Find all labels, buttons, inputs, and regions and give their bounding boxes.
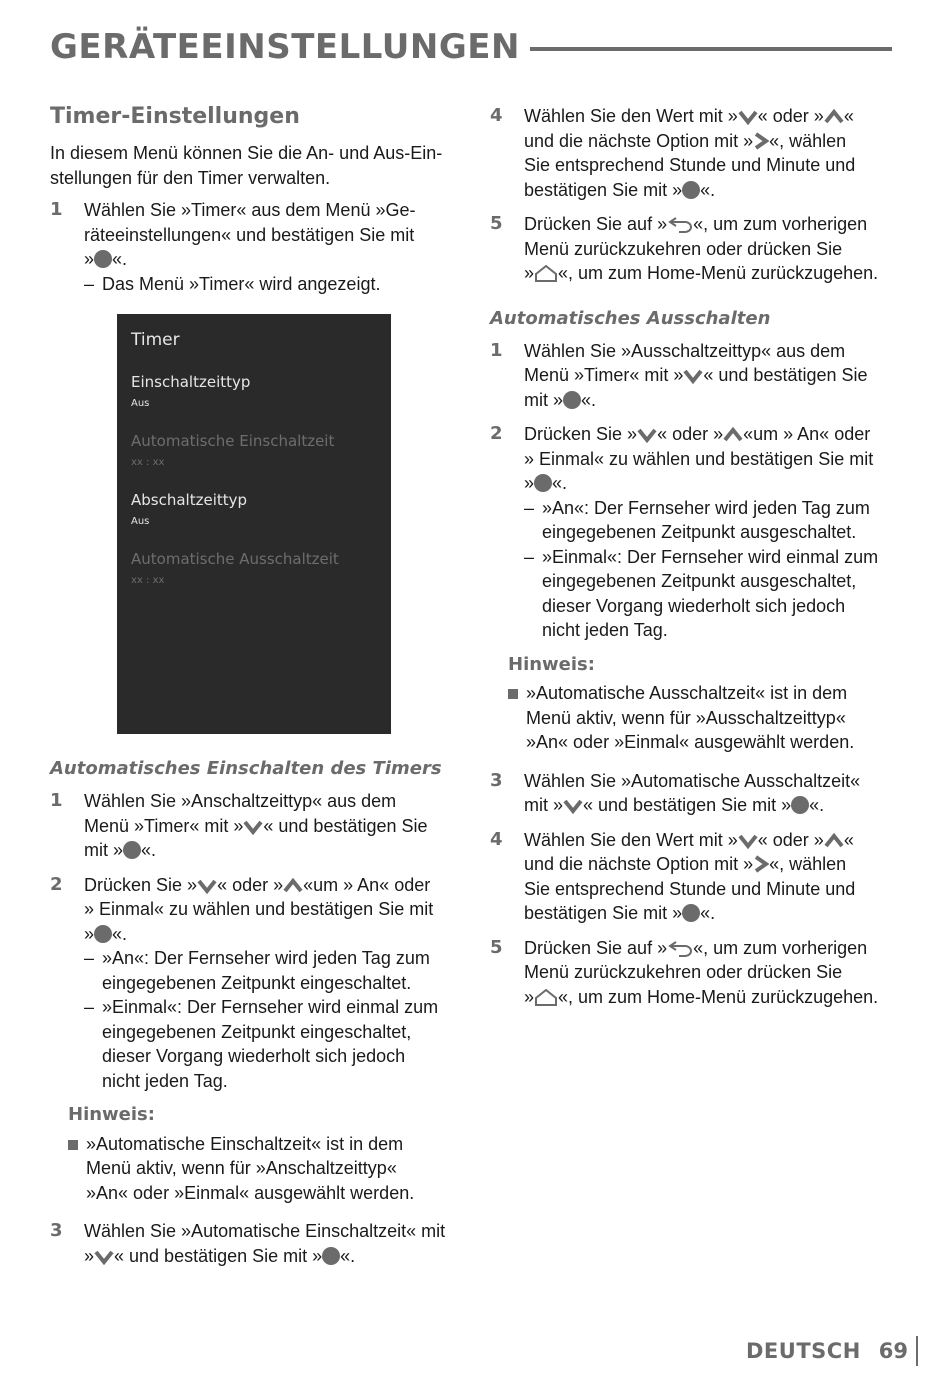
page-number: 69 — [879, 1336, 918, 1366]
step-line: Wählen Sie »Automatische Einschaltzeit« mit — [84, 1221, 446, 1241]
footer-language: DEUTSCH — [746, 1339, 861, 1363]
auto-on-step-2 — [50, 873, 462, 1094]
square-bullet-icon — [508, 689, 518, 699]
tv-menu-title: Timer — [131, 330, 180, 350]
step-line: bestätigen Sie mit » «. — [524, 179, 716, 200]
down-arrow-icon — [637, 427, 657, 443]
step-number: 2 — [490, 423, 503, 444]
hint-item: »Automatische Ausschaltzeit« ist in dem Menü aktiv, wenn für »Ausschaltzeittyp« »An« oder »Einmal« ausgewählt werden. — [508, 681, 898, 755]
step-line: Menü »Timer« mit » « und bestätigen Sie — [84, 815, 428, 836]
step-number: 1 — [50, 199, 63, 220]
step-line: Drücken Sie » « oder » «um » An« oder — [84, 874, 431, 895]
ok-button-icon — [94, 250, 112, 268]
step-number: 4 — [490, 828, 503, 850]
step-number: 1 — [490, 339, 503, 361]
step-line: » «. — [524, 473, 568, 493]
right-column — [490, 104, 898, 1019]
left-column — [50, 104, 462, 1278]
title-rule — [530, 47, 892, 51]
step-line: Wählen Sie »Timer« aus dem Menü »Ge- — [84, 200, 416, 220]
auto-on-step-1 — [50, 789, 462, 863]
step-line: mit » «. — [84, 840, 157, 860]
step-number: 5 — [490, 936, 503, 958]
ok-button-icon — [682, 181, 700, 199]
step-line: » Einmal« zu wählen und bestätigen Sie mit — [84, 899, 434, 919]
ok-button-icon — [94, 925, 112, 943]
tv-menu-item-value: Aus — [131, 516, 150, 527]
sub-item: – »Einmal«: Der Fernseher wird einmal zum eingegebenen Zeitpunkt eingeschaltet, dieser Vorgang wiederholt sich jedoch nicht jeden Tag. — [84, 997, 439, 1091]
hint-item: »Automatische Einschaltzeit« ist in dem Menü aktiv, wenn für »Anschaltzeittyp« »An« oder »Einmal« ausgewählt werden. — [68, 1132, 462, 1206]
step-number: 4 — [490, 105, 503, 126]
sub-item: – Das Menü »Timer« wird angezeigt. — [84, 273, 381, 294]
step-line: Wählen Sie »Ausschaltzeittyp« aus dem — [524, 340, 846, 361]
auto-off-heading: Automatisches Ausschalten — [490, 307, 771, 329]
hint-title: Hinweis: — [68, 1104, 155, 1125]
step-line: Wählen Sie den Wert mit » « oder » « — [524, 106, 854, 126]
step-line: Menü »Timer« mit » « und bestätigen Sie — [524, 365, 868, 385]
tv-menu-item-value: Aus — [131, 398, 150, 409]
step-line: Wählen Sie den Wert mit » « oder » « — [524, 829, 854, 850]
auto-on-heading: Automatisches Einschalten des Timers — [50, 758, 442, 779]
step-number: 5 — [490, 213, 503, 234]
tv-menu-item-label: Einschaltzeittyp — [131, 373, 251, 391]
timer-step-1 — [50, 198, 462, 296]
tv-menu-item-label: Automatische Ausschaltzeit — [131, 550, 339, 568]
ok-button-icon — [791, 796, 809, 814]
step-line: Menü zurückzukehren oder drücken Sie — [524, 238, 843, 259]
step-line: Wählen Sie »Automatische Ausschaltzeit« — [524, 770, 861, 791]
ok-button-icon — [322, 1247, 340, 1265]
down-arrow-icon — [197, 878, 217, 894]
auto-off-step-3 — [490, 769, 898, 818]
intro-line: stellungen für den Timer verwalten. — [50, 167, 331, 188]
down-arrow-icon — [738, 109, 758, 125]
step-line: bestätigen Sie mit » «. — [524, 903, 716, 923]
tv-menu-item-value: xx : xx — [131, 457, 165, 468]
timer-menu-screenshot — [117, 314, 391, 734]
down-arrow-icon — [243, 819, 263, 835]
hint-title: Hinweis: — [508, 653, 595, 675]
timer-step-5 — [490, 212, 898, 286]
down-arrow-icon — [683, 368, 703, 384]
intro-text — [50, 141, 462, 190]
step-line: » « und bestätigen Sie mit » «. — [84, 1245, 356, 1266]
auto-on-step-3 — [50, 1219, 462, 1268]
auto-off-step-4 — [490, 828, 898, 926]
step-line: Sie entsprechend Stunde und Minute und — [524, 878, 856, 899]
auto-off-hint — [508, 653, 898, 755]
page-footer — [746, 1336, 918, 1366]
step-line: und die nächste Option mit » «, wählen — [524, 130, 847, 151]
sub-item: – »An«: Der Fernseher wird jeden Tag zum eingegebenen Zeitpunkt eingeschaltet. — [84, 948, 430, 993]
sub-item: – »Einmal«: Der Fernseher wird einmal zum eingegebenen Zeitpunkt ausgeschaltet, dieser Vorgang wiederholt sich jedoch nicht jeden Tag. — [524, 546, 879, 640]
home-icon — [534, 264, 558, 282]
step-number: 2 — [50, 873, 63, 895]
up-arrow-icon — [824, 109, 844, 125]
down-arrow-icon — [94, 1249, 114, 1265]
right-arrow-icon — [753, 855, 769, 873]
back-icon — [667, 939, 693, 957]
tv-menu-item-label: Abschaltzeittyp — [131, 491, 248, 509]
step-line: und die nächste Option mit » «, wählen — [524, 854, 847, 874]
tv-menu-item — [131, 372, 377, 409]
ok-button-icon — [563, 391, 581, 409]
step-line: mit » «. — [524, 389, 597, 410]
auto-off-step-2 — [490, 422, 898, 643]
step-line: » «. — [84, 249, 128, 269]
down-arrow-icon — [738, 833, 758, 849]
intro-line: In diesem Menü können Sie die An- und Aus-Ein- — [50, 143, 443, 163]
home-icon — [534, 988, 558, 1006]
step-line: Wählen Sie »Anschaltzeittyp« aus dem — [84, 791, 397, 811]
step-line: Drücken Sie auf » «, um zum vorherigen — [524, 214, 868, 234]
right-arrow-icon — [753, 132, 769, 150]
ok-button-icon — [682, 904, 700, 922]
step-line: Drücken Sie auf » «, um zum vorherigen — [524, 937, 868, 958]
tv-menu-item-label: Automatische Einschaltzeit — [131, 432, 335, 450]
step-line: » Einmal« zu wählen und bestätigen Sie mit — [524, 448, 874, 469]
ok-button-icon — [123, 841, 141, 859]
ok-button-icon — [534, 474, 552, 492]
step-number: 3 — [50, 1220, 63, 1241]
step-line: mit » « und bestätigen Sie mit » «. — [524, 795, 825, 815]
step-line: Menü zurückzukehren oder drücken Sie — [524, 962, 843, 982]
down-arrow-icon — [563, 798, 583, 814]
page-header — [50, 22, 892, 72]
up-arrow-icon — [824, 833, 844, 849]
back-icon — [667, 215, 693, 233]
auto-off-step-1 — [490, 339, 898, 413]
step-number: 1 — [50, 790, 63, 811]
up-arrow-icon — [723, 427, 743, 443]
page-title: GERÄTEEINSTELLUNGEN — [50, 27, 520, 67]
timer-settings-heading: Timer-Einstellungen — [50, 104, 300, 129]
step-number: 3 — [490, 769, 503, 791]
step-line: Sie entsprechend Stunde und Minute und — [524, 155, 856, 175]
step-line: räteeinstellungen« und bestätigen Sie mit — [84, 224, 415, 245]
tv-menu-item-value: xx : xx — [131, 575, 165, 586]
step-line: Drücken Sie » « oder » «um » An« oder — [524, 424, 871, 444]
step-line: » «, um zum Home-Menü zurückzugehen. — [524, 263, 879, 283]
tv-menu-item — [131, 549, 377, 586]
step-line: » «, um zum Home-Menü zurückzugehen. — [524, 986, 879, 1007]
timer-step-4 — [490, 104, 898, 202]
up-arrow-icon — [283, 878, 303, 894]
square-bullet-icon — [68, 1140, 78, 1150]
tv-menu-item — [131, 431, 377, 468]
tv-menu-item — [131, 490, 377, 527]
auto-on-hint — [68, 1103, 462, 1205]
sub-item: – »An«: Der Fernseher wird jeden Tag zum eingegebenen Zeitpunkt ausgeschaltet. — [524, 497, 870, 542]
step-line: » «. — [84, 923, 128, 944]
auto-off-step-5 — [490, 936, 898, 1010]
